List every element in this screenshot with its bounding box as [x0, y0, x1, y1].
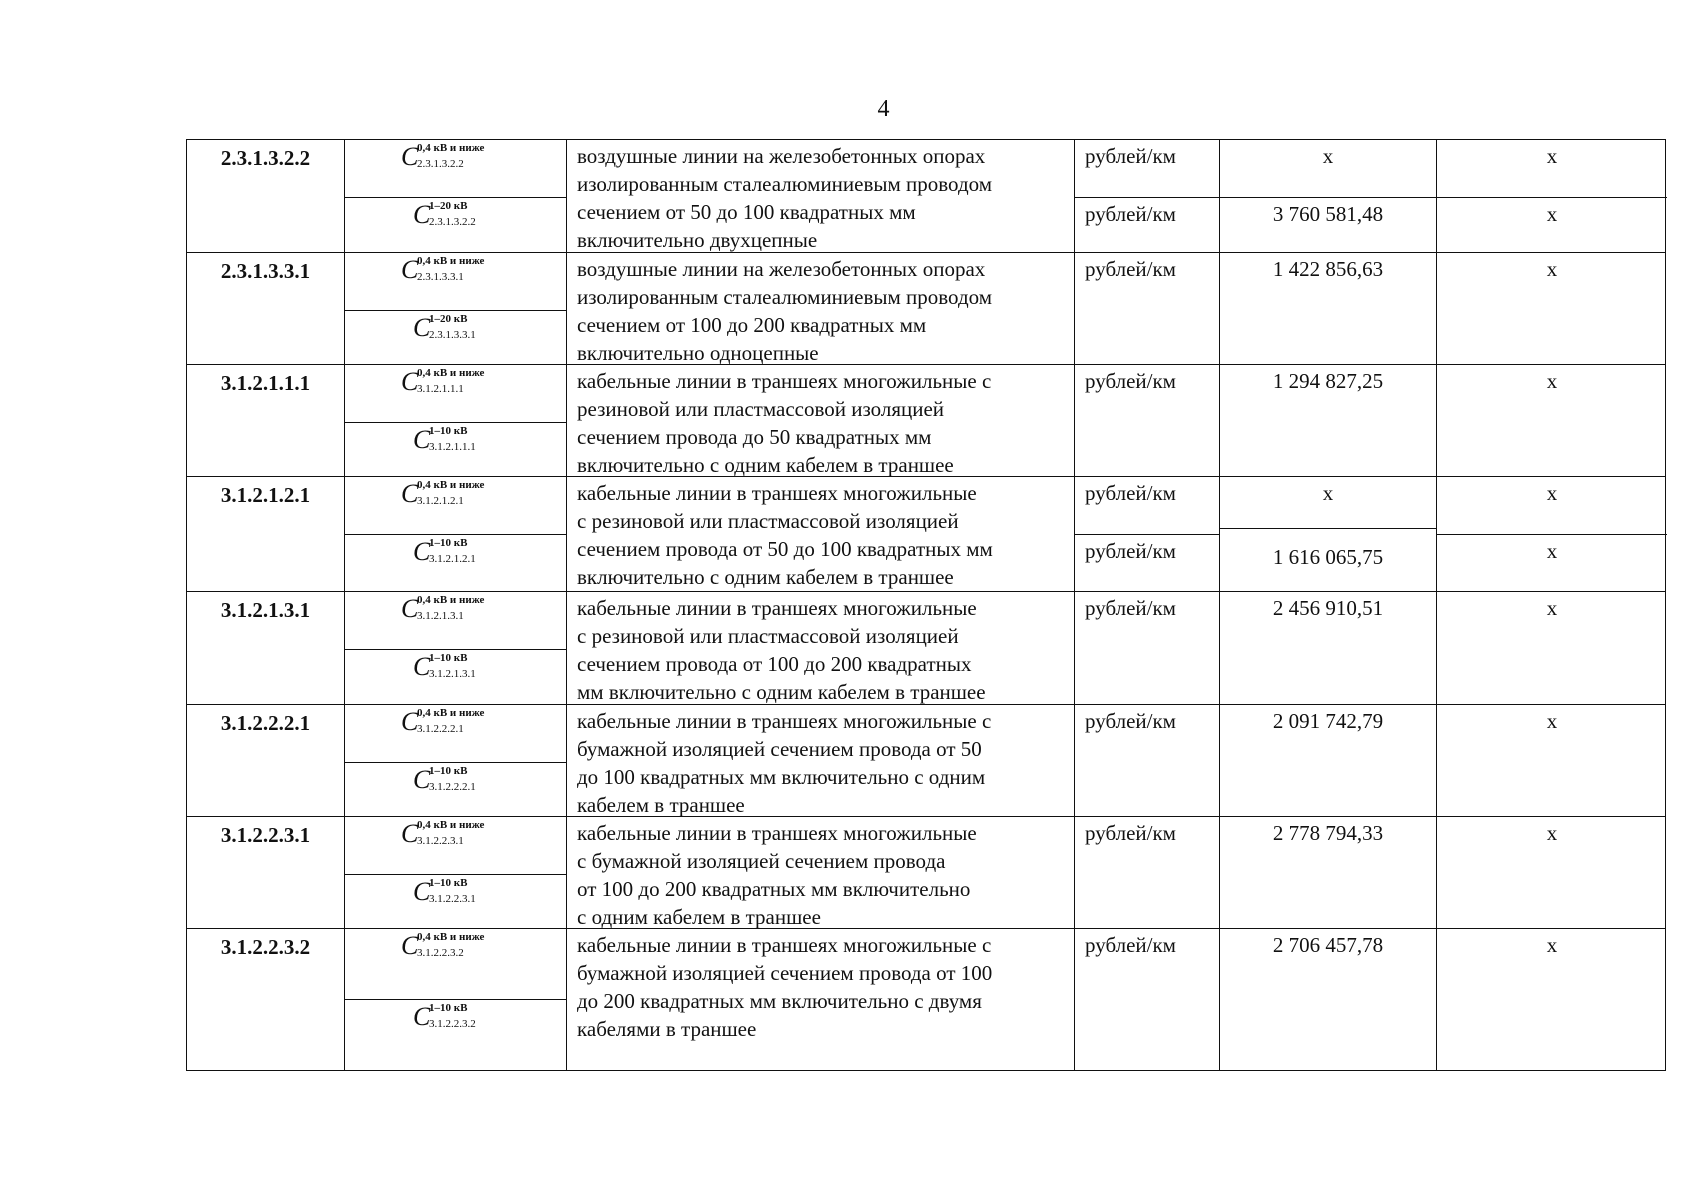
unit-value: рублей/км — [1085, 369, 1176, 393]
rate-cell — [1220, 817, 1437, 931]
description-line: кабельные линии в траншеях многожильные с — [577, 369, 992, 393]
description-line: воздушные линии на железобетонных опорах — [577, 144, 986, 168]
rate-cell — [1220, 140, 1437, 254]
unit-value: рублей/км — [1085, 821, 1176, 845]
rate-cell — [1220, 477, 1437, 591]
rate-value: х — [1322, 481, 1334, 505]
mark-value: х — [1546, 709, 1558, 733]
description-line: включительно двухцепные — [577, 228, 818, 252]
symbol-voltage: 0,4 кВ и ниже — [417, 594, 485, 606]
mark-value: х — [1546, 481, 1558, 505]
description-line: кабельные линии в траншеях многожильные — [577, 821, 977, 845]
unit-value: рублей/км — [1085, 709, 1176, 733]
mark-cell — [1437, 477, 1667, 591]
symbol-voltage: 0,4 кВ и ниже — [417, 367, 485, 379]
symbol-letter: C — [401, 142, 419, 171]
unit-value: рублей/км — [1085, 596, 1176, 620]
description-line: сечением провода от 50 до 100 квадратных мм — [577, 537, 993, 561]
row-code: 2.3.1.3.2.2 — [187, 140, 345, 254]
cost-symbol — [345, 592, 566, 649]
symbol-voltage: 1–10 кВ — [429, 424, 468, 437]
row-description — [567, 817, 1075, 931]
cost-symbol — [345, 874, 566, 932]
cost-symbol — [345, 705, 566, 762]
symbol-letter: C — [401, 255, 419, 284]
unit-cell — [1075, 817, 1220, 931]
unit-cell — [1075, 929, 1220, 1070]
symbol-index: 3.1.2.2.3.2 — [417, 947, 464, 959]
symbol-letter: C — [413, 651, 431, 681]
symbol-index: 3.1.2.1.1.1 — [417, 383, 464, 395]
rate-value: 2 091 742,79 — [1272, 709, 1384, 733]
rate-cell — [1220, 929, 1437, 1070]
description-line: изолированным сталеалюминиевым проводом — [577, 285, 993, 309]
rate-cell — [1220, 253, 1437, 367]
symbol-index: 3.1.2.1.3.1 — [417, 610, 464, 622]
cost-symbol-cell — [345, 705, 567, 819]
rate-cell — [1220, 365, 1437, 479]
mark-cell — [1437, 253, 1667, 367]
rate-value: 1 616 065,75 — [1220, 528, 1436, 592]
description-line: включительно с одним кабелем в траншее — [577, 453, 954, 477]
symbol-voltage: 1–10 кВ — [429, 876, 468, 889]
description-line: с резиновой или пластмассовой изоляцией — [577, 624, 959, 648]
rate-value: х — [1322, 144, 1334, 168]
cost-symbol-cell — [345, 253, 567, 367]
symbol-letter: C — [413, 1002, 431, 1031]
symbol-voltage: 0,4 кВ и ниже — [417, 142, 485, 154]
symbol-index: 2.3.1.3.3.1 — [417, 271, 464, 283]
unit-cell — [1075, 253, 1220, 367]
rate-value: 3 760 581,48 — [1220, 197, 1436, 255]
table-row — [187, 476, 1665, 591]
unit-cell — [1075, 140, 1220, 254]
cost-symbol — [345, 253, 566, 310]
cost-symbol-cell — [345, 477, 567, 591]
table-row — [187, 364, 1665, 476]
rate-value: 2 706 457,78 — [1272, 933, 1384, 957]
cost-symbol — [345, 422, 566, 480]
symbol-voltage: 0,4 кВ и ниже — [417, 479, 485, 491]
symbol-index: 3.1.2.1.1.1 — [429, 440, 476, 453]
symbol-index: 3.1.2.1.3.1 — [429, 667, 476, 680]
row-code: 2.3.1.3.3.1 — [187, 253, 345, 367]
table-row — [187, 252, 1665, 364]
symbol-letter: C — [401, 819, 419, 848]
mark-value: х — [1437, 534, 1667, 592]
description-line: до 200 квадратных мм включительно с двумя — [577, 989, 982, 1013]
cost-symbol — [345, 534, 566, 592]
table-row — [187, 140, 1665, 252]
unit-cell — [1075, 477, 1220, 591]
mark-cell — [1437, 705, 1667, 819]
symbol-voltage: 1–10 кВ — [429, 764, 468, 777]
symbol-voltage: 0,4 кВ и ниже — [417, 707, 485, 719]
cost-symbol — [345, 762, 566, 820]
unit-value: рублей/км — [1085, 257, 1176, 281]
cost-symbol — [345, 365, 566, 422]
row-description — [567, 705, 1075, 819]
mark-cell — [1437, 140, 1667, 254]
unit-cell — [1075, 365, 1220, 479]
symbol-letter: C — [413, 876, 431, 906]
symbol-letter: C — [401, 479, 419, 508]
symbol-voltage: 0,4 кВ и ниже — [417, 819, 485, 831]
row-description — [567, 140, 1075, 254]
unit-value: рублей/км — [1075, 197, 1219, 255]
description-line: бумажной изоляцией сечением провода от 50 — [577, 737, 982, 761]
rate-value: 1 294 827,25 — [1272, 369, 1384, 393]
cost-symbol-cell — [345, 817, 567, 931]
description-line: кабелем в траншее — [577, 793, 745, 817]
description-line: включительно одноцепные — [577, 341, 819, 365]
mark-cell — [1437, 929, 1667, 1070]
row-code: 3.1.2.2.3.1 — [187, 817, 345, 931]
description-line: сечением провода от 100 до 200 квадратных — [577, 652, 972, 676]
row-code: 3.1.2.1.2.1 — [187, 477, 345, 591]
rates-table — [186, 139, 1666, 1071]
description-line: кабельные линии в траншеях многожильные с — [577, 709, 992, 733]
row-description — [567, 592, 1075, 706]
rate-cell — [1220, 592, 1437, 706]
row-description — [567, 477, 1075, 591]
cost-symbol-cell — [345, 592, 567, 706]
symbol-index: 3.1.2.2.3.1 — [429, 892, 476, 905]
mark-value: х — [1546, 144, 1558, 168]
description-line: кабельные линии в траншеях многожильные — [577, 481, 977, 505]
cost-symbol — [345, 310, 566, 368]
rate-value: 1 422 856,63 — [1272, 257, 1384, 281]
table-row — [187, 591, 1665, 704]
symbol-index: 2.3.1.3.2.2 — [417, 158, 464, 170]
symbol-letter: C — [413, 199, 431, 229]
mark-value: х — [1546, 257, 1558, 281]
unit-value: рублей/км — [1085, 481, 1176, 505]
table-row — [187, 928, 1665, 1070]
description-line: бумажной изоляцией сечением провода от 100 — [577, 961, 993, 985]
description-line: сечением провода до 50 квадратных мм — [577, 425, 932, 449]
description-line: изолированным сталеалюминиевым проводом — [577, 172, 993, 196]
unit-cell — [1075, 705, 1220, 819]
symbol-letter: C — [401, 594, 419, 623]
description-line: кабельные линии в траншеях многожильные с — [577, 933, 992, 957]
description-line: воздушные линии на железобетонных опорах — [577, 257, 986, 281]
mark-cell — [1437, 817, 1667, 931]
symbol-voltage: 1–10 кВ — [429, 1002, 468, 1014]
table-row — [187, 816, 1665, 928]
cost-symbol — [345, 649, 566, 707]
mark-value: х — [1546, 933, 1558, 957]
row-description — [567, 253, 1075, 367]
description-line: от 100 до 200 квадратных мм включительно — [577, 877, 971, 901]
description-line: сечением от 100 до 200 квадратных мм — [577, 313, 927, 337]
symbol-voltage: 1–20 кВ — [429, 312, 468, 325]
symbol-index: 3.1.2.1.2.1 — [417, 495, 464, 507]
row-code: 3.1.2.1.3.1 — [187, 592, 345, 706]
symbol-letter: C — [401, 367, 419, 396]
symbol-letter: C — [413, 424, 431, 454]
unit-cell — [1075, 592, 1220, 706]
cost-symbol — [345, 197, 566, 255]
description-line: кабельные линии в траншеях многожильные — [577, 596, 977, 620]
symbol-voltage: 1–10 кВ — [429, 536, 468, 549]
cost-symbol-cell — [345, 929, 567, 1070]
symbol-letter: C — [413, 536, 431, 566]
mark-value: х — [1546, 369, 1558, 393]
cost-symbol — [345, 817, 566, 874]
description-line: мм включительно с одним кабелем в траншее — [577, 680, 986, 704]
description-line: резиновой или пластмассовой изоляцией — [577, 397, 945, 421]
description-line: до 100 квадратных мм включительно с одним — [577, 765, 986, 789]
table-row — [187, 704, 1665, 816]
mark-cell — [1437, 365, 1667, 479]
rate-cell — [1220, 705, 1437, 819]
description-line: включительно с одним кабелем в траншее — [577, 565, 954, 589]
mark-value: х — [1546, 821, 1558, 845]
cost-symbol-cell — [345, 140, 567, 254]
mark-cell — [1437, 592, 1667, 706]
description-line: сечением от 50 до 100 квадратных мм — [577, 200, 916, 224]
page-number: 4 — [877, 96, 890, 122]
cost-symbol — [345, 140, 566, 197]
mark-value: х — [1546, 596, 1558, 620]
symbol-index: 3.1.2.2.2.1 — [429, 780, 476, 793]
symbol-voltage: 0,4 кВ и ниже — [417, 931, 485, 943]
row-code: 3.1.2.2.3.2 — [187, 929, 345, 1070]
description-line: с одним кабелем в траншее — [577, 905, 821, 929]
symbol-letter: C — [401, 931, 419, 960]
symbol-voltage: 0,4 кВ и ниже — [417, 255, 485, 267]
symbol-letter: C — [413, 764, 431, 794]
description-line: с резиновой или пластмассовой изоляцией — [577, 509, 959, 533]
unit-value: рублей/км — [1085, 144, 1176, 168]
mark-value: х — [1437, 197, 1667, 255]
symbol-letter: C — [401, 707, 419, 736]
cost-symbol — [345, 929, 566, 999]
symbol-voltage: 1–20 кВ — [429, 199, 468, 212]
rate-value: 2 778 794,33 — [1272, 821, 1384, 845]
row-code: 3.1.2.1.1.1 — [187, 365, 345, 479]
symbol-index: 3.1.2.2.3.1 — [417, 835, 464, 847]
symbol-voltage: 1–10 кВ — [429, 651, 468, 664]
symbol-index: 2.3.1.3.2.2 — [429, 215, 476, 228]
symbol-letter: C — [413, 312, 431, 342]
symbol-index: 3.1.2.1.2.1 — [429, 552, 476, 565]
symbol-index: 3.1.2.2.2.1 — [417, 723, 464, 735]
cost-symbol — [345, 999, 566, 1070]
description-line: с бумажной изоляцией сечением провода — [577, 849, 946, 873]
unit-value: рублей/км — [1085, 933, 1176, 957]
row-code: 3.1.2.2.2.1 — [187, 705, 345, 819]
unit-value: рублей/км — [1075, 534, 1219, 592]
rate-value: 2 456 910,51 — [1272, 596, 1384, 620]
cost-symbol-cell — [345, 365, 567, 479]
symbol-index: 2.3.1.3.3.1 — [429, 328, 476, 341]
row-description — [567, 929, 1075, 1070]
row-description — [567, 365, 1075, 479]
cost-symbol — [345, 477, 566, 534]
description-line: кабелями в траншее — [577, 1017, 757, 1041]
symbol-index: 3.1.2.2.3.2 — [429, 1018, 476, 1030]
